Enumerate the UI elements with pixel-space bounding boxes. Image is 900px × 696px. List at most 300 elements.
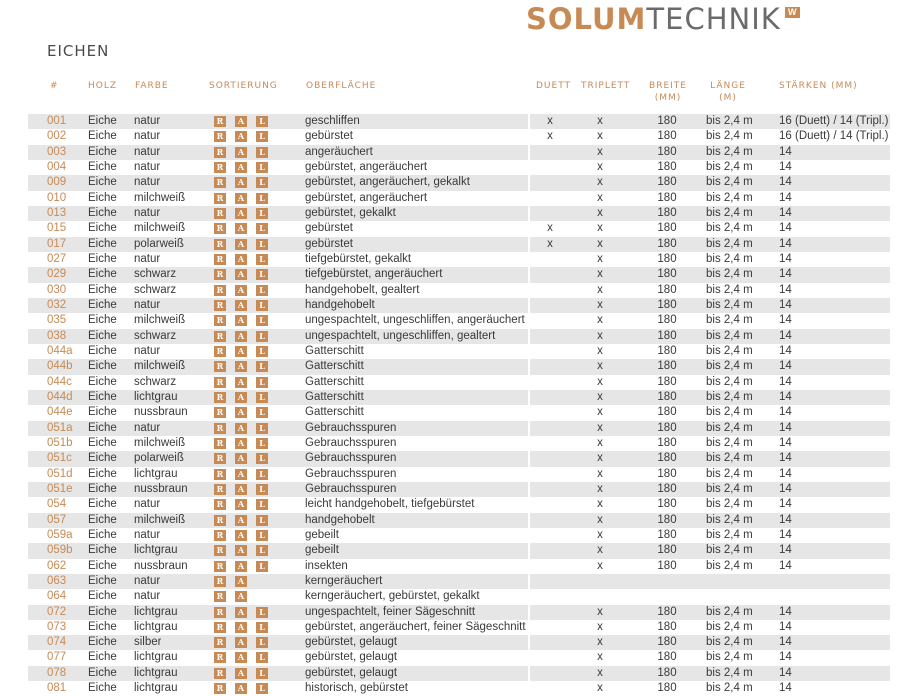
column-divider [528, 497, 530, 512]
row-staerken: 14 [779, 636, 792, 649]
sort-badge-l-icon: L [256, 131, 268, 142]
row-farbe: lichtgrau [134, 544, 178, 557]
sort-badge-a-icon: A [235, 668, 247, 679]
sort-badge-r-icon: R [214, 131, 226, 142]
row-farbe: natur [134, 252, 161, 265]
sortierung-badges [214, 622, 268, 633]
sort-badge-a-icon: A [235, 147, 247, 158]
sortierung-badges [214, 377, 268, 388]
sort-badge-r-icon: R [214, 239, 226, 250]
row-farbe: natur [134, 421, 161, 434]
row-breite: 180 [657, 375, 677, 388]
table-row [28, 390, 890, 405]
row-breite: 180 [657, 176, 677, 189]
sort-badge-r-icon: R [214, 423, 226, 434]
table-row [28, 298, 890, 313]
row-laenge: bis 2,4 m [706, 498, 753, 511]
row-triplett: x [597, 528, 603, 541]
row-staerken: 14 [779, 482, 792, 495]
row-laenge: bis 2,4 m [706, 452, 753, 465]
sort-badge-l-icon: L [256, 622, 268, 633]
sort-badge-a-icon: A [235, 315, 247, 326]
row-number: 044e [47, 406, 73, 419]
row-number: 059b [47, 544, 73, 557]
table-row [28, 405, 890, 420]
sort-badge-a-icon: A [235, 377, 247, 388]
sort-badge-a-icon: A [235, 622, 247, 633]
sort-badge-a-icon: A [235, 239, 247, 250]
sort-badge-l-icon: L [256, 668, 268, 679]
row-triplett: x [597, 344, 603, 357]
row-number: 064 [47, 590, 67, 603]
column-divider [528, 206, 530, 221]
sort-badge-r-icon: R [214, 622, 226, 633]
row-holz: Eiche [88, 145, 117, 158]
sort-badge-a-icon: A [235, 346, 247, 357]
column-divider [528, 191, 530, 206]
column-divider [528, 375, 530, 390]
row-number: 027 [47, 252, 67, 265]
sortierung-badges [214, 530, 268, 541]
row-oberflaeche: kerngeräuchert, gebürstet, gekalkt [305, 590, 480, 603]
sort-badge-r-icon: R [214, 177, 226, 188]
table-row [28, 160, 890, 175]
row-farbe: milchweiß [134, 191, 186, 204]
header-oberflaeche: OBERFLÄCHE [306, 81, 377, 91]
row-breite: 180 [657, 237, 677, 250]
column-divider [528, 267, 530, 282]
row-staerken: 14 [779, 145, 792, 158]
row-oberflaeche: gebürstet, gelaugt [305, 636, 398, 649]
row-oberflaeche: Gatterschitt [305, 406, 364, 419]
row-oberflaeche: Gatterschitt [305, 360, 364, 373]
row-farbe: natur [134, 298, 161, 311]
row-holz: Eiche [88, 206, 117, 219]
sort-badge-l-icon: L [256, 346, 268, 357]
row-holz: Eiche [88, 222, 117, 235]
row-number: 078 [47, 666, 67, 679]
sortierung-badges [214, 499, 268, 510]
row-holz: Eiche [88, 421, 117, 434]
row-breite: 180 [657, 482, 677, 495]
row-triplett: x [597, 620, 603, 633]
table-row [28, 375, 890, 390]
row-triplett: x [597, 559, 603, 572]
row-laenge: bis 2,4 m [706, 206, 753, 219]
row-oberflaeche: gebürstet [305, 237, 353, 250]
sortierung-badges [214, 561, 268, 572]
row-breite: 180 [657, 252, 677, 265]
header-duett: DUETT [536, 81, 572, 91]
sort-badge-l-icon: L [256, 561, 268, 572]
row-oberflaeche: handgehobelt, gealtert [305, 283, 420, 296]
row-number: 004 [47, 160, 67, 173]
row-number: 051b [47, 436, 73, 449]
row-farbe: natur [134, 528, 161, 541]
table-row [28, 589, 890, 604]
row-number: 044c [47, 375, 72, 388]
sort-badge-l-icon: L [256, 147, 268, 158]
row-oberflaeche: gebürstet, gelaugt [305, 666, 398, 679]
row-laenge: bis 2,4 m [706, 252, 753, 265]
row-laenge: bis 2,4 m [706, 298, 753, 311]
row-farbe: nussbraun [134, 406, 188, 419]
row-triplett: x [597, 222, 603, 235]
table-row [28, 528, 890, 543]
row-staerken: 16 (Duett) / 14 (Tripl.) [779, 130, 889, 143]
row-laenge: bis 2,4 m [706, 666, 753, 679]
row-farbe: natur [134, 574, 161, 587]
sortierung-badges [214, 545, 268, 556]
sort-badge-l-icon: L [256, 637, 268, 648]
row-holz: Eiche [88, 314, 117, 327]
row-breite: 180 [657, 421, 677, 434]
sort-badge-l-icon: L [256, 683, 268, 694]
sort-badge-l-icon: L [256, 453, 268, 464]
row-triplett: x [597, 160, 603, 173]
row-oberflaeche: geschliffen [305, 115, 360, 127]
column-divider [528, 114, 530, 129]
sort-badge-r-icon: R [214, 469, 226, 480]
row-number: 077 [47, 651, 67, 664]
sort-badge-l-icon: L [256, 315, 268, 326]
row-triplett: x [597, 252, 603, 265]
table-row [28, 635, 890, 650]
sort-badge-l-icon: L [256, 223, 268, 234]
row-holz: Eiche [88, 528, 117, 541]
sort-badge-l-icon: L [256, 254, 268, 265]
row-holz: Eiche [88, 682, 117, 695]
row-holz: Eiche [88, 375, 117, 388]
row-number: 044a [47, 344, 73, 357]
header-triplett: TRIPLETT [581, 81, 631, 91]
row-staerken: 14 [779, 620, 792, 633]
row-farbe: natur [134, 344, 161, 357]
sort-badge-a-icon: A [235, 131, 247, 142]
sort-badge-l-icon: L [256, 423, 268, 434]
row-farbe: lichtgrau [134, 666, 178, 679]
table-row [28, 252, 890, 267]
table-row [28, 191, 890, 206]
row-laenge: bis 2,4 m [706, 237, 753, 250]
sortierung-badges [214, 331, 268, 342]
row-triplett: x [597, 375, 603, 388]
row-holz: Eiche [88, 298, 117, 311]
sort-badge-a-icon: A [235, 361, 247, 372]
header-staerken: STÄRKEN (MM) [779, 81, 858, 91]
row-oberflaeche: gebürstet, angeräuchert, feiner Sägeschnitt [305, 620, 526, 633]
column-divider [528, 405, 530, 420]
column-divider [528, 298, 530, 313]
sort-badge-r-icon: R [214, 652, 226, 663]
sort-badge-r-icon: R [214, 116, 226, 127]
sort-badge-r-icon: R [214, 683, 226, 694]
row-breite: 180 [657, 544, 677, 557]
row-laenge: bis 2,4 m [706, 360, 753, 373]
sort-badge-r-icon: R [214, 147, 226, 158]
row-staerken: 14 [779, 651, 792, 664]
table-row [28, 237, 890, 252]
row-number: 051a [47, 421, 73, 434]
row-staerken: 14 [779, 467, 792, 480]
row-oberflaeche: Gatterschitt [305, 390, 364, 403]
header-laenge-unit: (M) [719, 93, 737, 103]
sort-badge-r-icon: R [214, 591, 226, 602]
row-triplett: x [597, 498, 603, 511]
row-farbe: milchweiß [134, 222, 186, 235]
row-farbe: natur [134, 145, 161, 158]
row-oberflaeche: kerngeräuchert [305, 574, 383, 587]
sortierung-badges [214, 193, 268, 204]
column-divider [528, 344, 530, 359]
row-oberflaeche: Gatterschitt [305, 344, 364, 357]
row-number: 017 [47, 237, 67, 250]
sort-badge-a-icon: A [235, 591, 247, 602]
table-row [28, 313, 890, 328]
row-breite: 180 [657, 498, 677, 511]
row-triplett: x [597, 605, 603, 618]
table-row [28, 467, 890, 482]
row-number: 081 [47, 682, 67, 695]
row-number: 072 [47, 605, 67, 618]
row-oberflaeche: gebürstet, angeräuchert, gekalkt [305, 176, 470, 189]
row-laenge: bis 2,4 m [706, 283, 753, 296]
row-staerken: 14 [779, 298, 792, 311]
row-oberflaeche: historisch, gebürstet [305, 682, 408, 695]
row-farbe: natur [134, 115, 161, 127]
row-number: 035 [47, 314, 67, 327]
sortierung-badges [214, 683, 268, 694]
row-farbe: milchweiß [134, 436, 186, 449]
row-number: 038 [47, 329, 67, 342]
row-breite: 180 [657, 436, 677, 449]
column-divider [528, 467, 530, 482]
row-triplett: x [597, 452, 603, 465]
sort-badge-r-icon: R [214, 300, 226, 311]
sort-badge-r-icon: R [214, 607, 226, 618]
row-breite: 180 [657, 528, 677, 541]
column-divider [528, 451, 530, 466]
row-staerken: 14 [779, 237, 792, 250]
row-laenge: bis 2,4 m [706, 544, 753, 557]
sort-badge-r-icon: R [214, 453, 226, 464]
table-row [28, 605, 890, 620]
row-number: 013 [47, 206, 67, 219]
sort-badge-l-icon: L [256, 331, 268, 342]
row-holz: Eiche [88, 268, 117, 281]
sort-badge-r-icon: R [214, 162, 226, 173]
sort-badge-r-icon: R [214, 315, 226, 326]
row-staerken: 14 [779, 452, 792, 465]
row-oberflaeche: handgehobelt [305, 298, 375, 311]
table-row [28, 221, 890, 236]
row-holz: Eiche [88, 544, 117, 557]
row-triplett: x [597, 406, 603, 419]
column-divider [528, 605, 530, 620]
column-divider [528, 359, 530, 374]
sort-badge-a-icon: A [235, 223, 247, 234]
row-oberflaeche: leicht handgehobelt, tiefgebürstet [305, 498, 475, 511]
sort-badge-r-icon: R [214, 530, 226, 541]
row-number: 015 [47, 222, 67, 235]
row-staerken: 14 [779, 191, 792, 204]
sort-badge-a-icon: A [235, 208, 247, 219]
row-number: 057 [47, 513, 67, 526]
row-number: 051d [47, 467, 73, 480]
header-num: # [50, 81, 59, 91]
row-triplett: x [597, 176, 603, 189]
sortierung-badges [214, 407, 268, 418]
row-laenge: bis 2,4 m [706, 651, 753, 664]
row-holz: Eiche [88, 252, 117, 265]
row-laenge: bis 2,4 m [706, 620, 753, 633]
row-oberflaeche: gebeilt [305, 544, 339, 557]
sort-badge-r-icon: R [214, 545, 226, 556]
row-triplett: x [597, 421, 603, 434]
column-divider [528, 175, 530, 190]
row-number: 009 [47, 176, 67, 189]
row-oberflaeche: gebürstet [305, 222, 353, 235]
row-laenge: bis 2,4 m [706, 390, 753, 403]
brand-name-part2: TECHNIK [646, 2, 781, 36]
row-breite: 180 [657, 145, 677, 158]
row-laenge: bis 2,4 m [706, 421, 753, 434]
column-divider [528, 635, 530, 650]
sortierung-badges [214, 392, 268, 403]
row-oberflaeche: Gebrauchsspuren [305, 436, 397, 449]
column-divider [528, 329, 530, 344]
row-holz: Eiche [88, 237, 117, 250]
sort-badge-r-icon: R [214, 346, 226, 357]
row-laenge: bis 2,4 m [706, 406, 753, 419]
sortierung-badges [214, 285, 268, 296]
row-triplett: x [597, 206, 603, 219]
sort-badge-r-icon: R [214, 269, 226, 280]
row-breite: 180 [657, 682, 677, 695]
row-staerken: 14 [779, 528, 792, 541]
sort-badge-a-icon: A [235, 530, 247, 541]
column-divider [528, 421, 530, 436]
sortierung-badges [214, 254, 268, 265]
row-oberflaeche: tiefgebürstet, angeräuchert [305, 268, 443, 281]
sort-badge-l-icon: L [256, 300, 268, 311]
sort-badge-r-icon: R [214, 515, 226, 526]
row-laenge: bis 2,4 m [706, 375, 753, 388]
sort-badge-l-icon: L [256, 193, 268, 204]
sort-badge-a-icon: A [235, 407, 247, 418]
sort-badge-a-icon: A [235, 300, 247, 311]
sortierung-badges [214, 177, 268, 188]
sort-badge-l-icon: L [256, 530, 268, 541]
row-oberflaeche: handgehobelt [305, 513, 375, 526]
sort-badge-l-icon: L [256, 499, 268, 510]
sort-badge-a-icon: A [235, 285, 247, 296]
row-laenge: bis 2,4 m [706, 482, 753, 495]
row-holz: Eiche [88, 160, 117, 173]
header-breite-unit: (MM) [654, 93, 682, 103]
sortierung-badges [214, 469, 268, 480]
header-holz: HOLZ [88, 81, 118, 91]
table-row [28, 559, 890, 574]
sort-badge-l-icon: L [256, 438, 268, 449]
column-divider [528, 559, 530, 574]
sort-badge-r-icon: R [214, 484, 226, 495]
row-triplett: x [597, 513, 603, 526]
row-laenge: bis 2,4 m [706, 467, 753, 480]
row-triplett: x [597, 682, 603, 695]
row-staerken: 14 [779, 176, 792, 189]
row-oberflaeche: gebürstet, angeräuchert [305, 191, 428, 204]
column-divider [528, 620, 530, 635]
row-holz: Eiche [88, 513, 117, 526]
sort-badge-a-icon: A [235, 392, 247, 403]
row-holz: Eiche [88, 191, 117, 204]
row-holz: Eiche [88, 452, 117, 465]
row-oberflaeche: insekten [305, 559, 348, 572]
row-oberflaeche: tiefgebürstet, gekalkt [305, 252, 412, 265]
table-row [28, 175, 890, 190]
sort-badge-a-icon: A [235, 423, 247, 434]
row-triplett: x [597, 191, 603, 204]
row-farbe: schwarz [134, 375, 177, 388]
sort-badge-l-icon: L [256, 515, 268, 526]
sort-badge-a-icon: A [235, 469, 247, 480]
row-number: 063 [47, 574, 67, 587]
row-staerken: 14 [779, 314, 792, 327]
row-laenge: bis 2,4 m [706, 145, 753, 158]
row-staerken: 16 (Duett) / 14 (Tripl.) [779, 115, 889, 127]
table-row [28, 451, 890, 466]
sortierung-badges [214, 346, 268, 357]
row-triplett: x [597, 115, 603, 127]
row-breite: 180 [657, 390, 677, 403]
column-divider [528, 650, 530, 665]
sort-badge-l-icon: L [256, 652, 268, 663]
sort-badge-r-icon: R [214, 438, 226, 449]
row-breite: 180 [657, 314, 677, 327]
sortierung-badges [214, 515, 268, 526]
row-number: 032 [47, 298, 67, 311]
row-breite: 180 [657, 283, 677, 296]
sortierung-badges [214, 637, 268, 648]
sortierung-badges [214, 223, 268, 234]
header-laenge [706, 80, 750, 104]
sort-badge-r-icon: R [214, 331, 226, 342]
column-divider [528, 436, 530, 451]
row-breite: 180 [657, 360, 677, 373]
row-oberflaeche: ungespachtelt, ungeschliffen, angeräuchert [305, 314, 525, 327]
row-holz: Eiche [88, 406, 117, 419]
row-holz: Eiche [88, 344, 117, 357]
sort-badge-a-icon: A [235, 254, 247, 265]
sort-badge-r-icon: R [214, 377, 226, 388]
sort-badge-l-icon: L [256, 407, 268, 418]
table-row [28, 421, 890, 436]
row-oberflaeche: gebürstet, gelaugt [305, 651, 398, 664]
row-staerken: 14 [779, 406, 792, 419]
row-oberflaeche: Gebrauchsspuren [305, 467, 397, 480]
header-laenge-label: LÄNGE [710, 81, 746, 91]
row-farbe: natur [134, 176, 161, 189]
row-laenge: bis 2,4 m [706, 513, 753, 526]
row-farbe: lichtgrau [134, 651, 178, 664]
row-farbe: lichtgrau [134, 605, 178, 618]
row-breite: 180 [657, 329, 677, 342]
sort-badge-r-icon: R [214, 407, 226, 418]
sortierung-badges [214, 423, 268, 434]
sort-badge-r-icon: R [214, 361, 226, 372]
sortierung-badges [214, 208, 268, 219]
